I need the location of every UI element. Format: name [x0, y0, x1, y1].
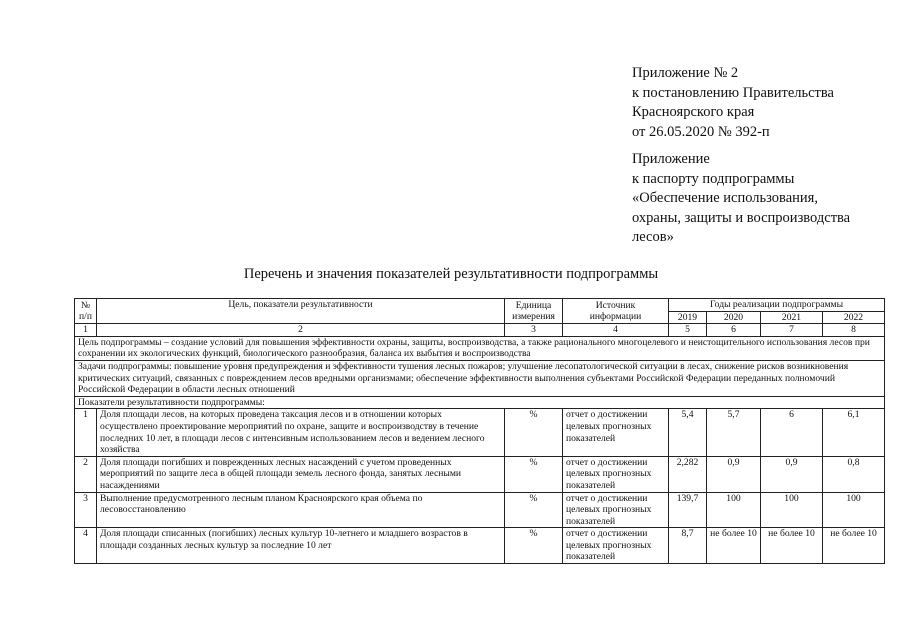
header-unit-line2: измерения: [512, 311, 555, 323]
indicator-name: Выполнение предусмотренного лесным планом Красноярского края объема по лесовосстановлению: [97, 492, 505, 528]
header-no-line2: п/п: [79, 311, 92, 323]
value-2021: 100: [761, 492, 823, 528]
column-number-row: [75, 324, 885, 337]
value-2020: 5,7: [707, 409, 761, 456]
column-number: 8: [823, 324, 885, 337]
row-number: 4: [75, 528, 97, 564]
row-number: 1: [75, 409, 97, 456]
indicators-heading-row: [75, 396, 885, 409]
value-2020: 100: [707, 492, 761, 528]
value-2022: 0,8: [823, 456, 885, 492]
column-number: 3: [505, 324, 563, 337]
appendix-line: охраны, защиты и воспроизводства: [632, 209, 851, 226]
appendix-line: Приложение: [632, 151, 710, 167]
value-2019: 139,7: [669, 492, 707, 528]
header-year-2020: 2020: [707, 311, 761, 324]
indicator-source: отчет о достижении целевых прогнозных показателей: [563, 492, 669, 528]
header-year-2019: 2019: [669, 311, 707, 324]
indicator-name: Доля площади лесов, на которых проведена таксация лесов и в отношении которых осуществлено проектирование мероприятий по охране, защите и воспроизводству в течение последних 10 лет, в площади лесов с интенсивным использованием лесов и ведением лесного хозяйства: [97, 409, 505, 456]
header-source-line1: Источник: [595, 299, 636, 311]
appendix-line: к постановлению Правительства: [632, 84, 834, 101]
header-year-2022: 2022: [823, 311, 885, 324]
appendix-line: Красноярского края: [632, 104, 755, 120]
goal-row: [75, 336, 885, 360]
value-2021: 0,9: [761, 456, 823, 492]
indicator-source: отчет о достижении целевых прогнозных показателей: [563, 528, 669, 564]
indicator-unit: %: [505, 492, 563, 528]
header-no: [75, 299, 97, 324]
indicators-heading: Показатели результативности подпрограммы:: [75, 396, 885, 409]
row-number: 2: [75, 456, 97, 492]
header-no-line1: №: [80, 299, 91, 311]
table-row: [75, 528, 885, 564]
value-2022: 100: [823, 492, 885, 528]
value-2020: не более 10: [707, 528, 761, 564]
appendix-note-passport: [632, 150, 850, 248]
appendix-note-resolution: [632, 64, 834, 142]
indicator-unit: %: [505, 409, 563, 456]
column-number: 1: [75, 324, 97, 337]
document-title: Перечень и значения показателей результативности подпрограммы: [243, 266, 659, 282]
program-tasks: Задачи подпрограммы: повышение уровня предупреждения и эффективности тушения лесных пожаров; улучшение лесопатологической ситуации в лесах, снижение рисков возникновения критических ситуаций, связанных с повреждением лесов вредными организмами; обеспечение эффективности выполнения субъектами Российской Федерации переданных полномочий Российской Федерации в области лесных отношений: [75, 360, 885, 396]
row-number: 3: [75, 492, 97, 528]
indicator-unit: %: [505, 456, 563, 492]
header-unit: [505, 299, 563, 324]
header-source-line2: информации: [589, 311, 642, 323]
header-row: [75, 299, 885, 312]
value-2021: не более 10: [761, 528, 823, 564]
value-2019: 5,4: [669, 409, 707, 456]
indicator-source: отчет о достижении целевых прогнозных показателей: [563, 409, 669, 456]
header-source: [563, 299, 669, 324]
indicator-unit: %: [505, 528, 563, 564]
tasks-row: [75, 360, 885, 396]
column-number: 6: [707, 324, 761, 337]
appendix-line: «Обеспечение использования,: [632, 190, 818, 206]
value-2019: 2,282: [669, 456, 707, 492]
value-2019: 8,7: [669, 528, 707, 564]
indicator-name: Доля площади погибших и поврежденных лесных насаждений с учетом проведенных мероприятий по защите леса в общей площади земель лесного фонда, занятых лесными насаждениями: [97, 456, 505, 492]
indicator-source: отчет о достижении целевых прогнозных показателей: [563, 456, 669, 492]
value-2022: не более 10: [823, 528, 885, 564]
table-row: [75, 409, 885, 456]
indicator-name: Доля площади списанных (погибших) лесных культур 10-летнего и младшего возрастов в площади созданных лесных культур за последние 10 лет: [97, 528, 505, 564]
indicators-table: [74, 298, 885, 564]
value-2022: 6,1: [823, 409, 885, 456]
column-number: 2: [97, 324, 505, 337]
column-number: 7: [761, 324, 823, 337]
appendix-line: от 26.05.2020 № 392-п: [632, 123, 770, 140]
appendix-line: Приложение № 2: [632, 65, 739, 81]
header-years-group: Годы реализации подпрограммы: [669, 299, 885, 312]
appendix-line: к паспорту подпрограммы: [632, 170, 795, 187]
header-unit-line1: Единица: [515, 299, 552, 311]
column-number: 4: [563, 324, 669, 337]
header-goal: Цель, показатели результативности: [97, 299, 505, 324]
appendix-line: лесов»: [632, 229, 674, 245]
column-number: 5: [669, 324, 707, 337]
table-row: [75, 456, 885, 492]
program-goal: Цель подпрограммы – создание условий для повышения эффективности охраны, защиты, воспроизводства, а также рационального многоцелевого и неистощительного использования лесов при сохранении их экологических функций, биологического разнообразия, баланса их выбытия и воспроизводства: [75, 336, 885, 360]
value-2020: 0,9: [707, 456, 761, 492]
value-2021: 6: [761, 409, 823, 456]
table-row: [75, 492, 885, 528]
header-year-2021: 2021: [761, 311, 823, 324]
